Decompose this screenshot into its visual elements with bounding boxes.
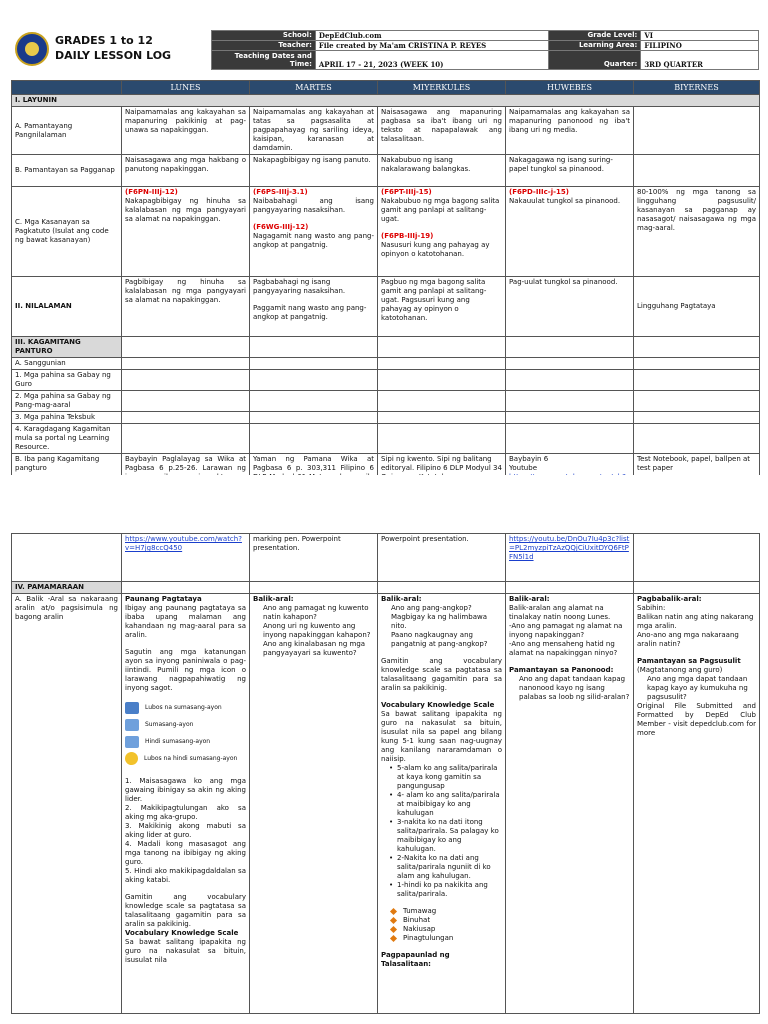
thumbs-up-double-icon	[125, 702, 139, 714]
cell-pagganap-martes: Nakapagbibigay ng isang panuto.	[250, 155, 378, 187]
row-label-pagganap: B. Pamantayan sa Pagganap	[12, 155, 122, 187]
teacher-value: File created by Ma'am CRISTINA P. REYES	[315, 41, 549, 51]
cell-iba-miyerkules: Sipi ng kwento. Sipi ng balitang editoryal. Filipino 6 DLP Modyul 34	[378, 454, 506, 498]
cell-pamantayang-lunes: Naipamamalas ang kakayahan sa mapanuring pakikinig at pag-unawa sa napakinggan.	[122, 107, 250, 155]
row-label-karagdagang: 4. Karagdagang Kagamitan mula sa portal ng Learning Resource.	[12, 424, 122, 454]
cell-pagganap-miyerkules: Nakabubuo ng isang nakalarawang balangkas.	[378, 155, 506, 187]
lesson-table-2	[11, 533, 760, 1014]
section-kagamitan: III. KAGAMITANG PANTURO	[12, 337, 122, 358]
cell-balik-martes: Balik-aral: Ano ang pamagat ng kuwento natin kahapon? Anong uri ng kuwento ang inyong napakinggan kahapon? Ano ang kinalabasan ng mga pangyayayari sa kuwento?	[250, 594, 378, 1014]
deped-seal-icon	[15, 32, 49, 66]
area-value: FILIPINO	[641, 41, 759, 51]
page-1	[0, 0, 768, 475]
section-layunin: I. LAYUNIN	[12, 95, 760, 107]
cell-balik-lunes: Paunang Pagtataya Ibigay ang paunang pagtataya sa ibaba upang malaman ang kahandaan ng mag-aaral para sa aralin. Sagutin ang mga katanungan ayon sa inyong paniniwala o pag-iintindi. Pumili ng mga icon o larawang nagpapahiwatig ng inyong sagot. Lubos na sumasang-ayon Sumasang-ayon Hindi sumasang-ayon Lubos na hindi sumasang-ayon 1. Maisasagawa ko ang mga gawaing ibinigay sa akin ng aking lider. 2. Makikipagtulungan ako sa aking mg aka-grupo. 3. Makikinig akong mabuti sa aking lider at guro. 4. Madali kong masasagot ang mga tanong na ibibigay ng aking guro. 5. Hindi ako makikipagdaldalan sa aking katabi. Gamitin ang vocabulary knowledge scale sa pagtatasa sa talasalitaang gagamitin para sa aralin sa pakikinig. Vocabulary Knowledge Scale Sa bawat salitang ipapakita ng guro na nakasulat sa bituin, isusulat nila	[122, 594, 250, 1014]
cell-pagganap-huwebes: Nakagagawa ng isang suring-papel tungkol sa pinanood.	[506, 155, 634, 187]
corner-cell	[12, 81, 122, 95]
day-biyernes: BIYERNES	[634, 81, 760, 95]
row-label-gabay-magaaral: 2. Mga pahina sa Gabay ng Pang-mag-aaral	[12, 391, 122, 412]
cont-martes: marking pen. Powerpoint presentation.	[250, 534, 378, 582]
title-line-2: DAILY LESSON LOG	[55, 49, 172, 62]
page-gap	[0, 475, 768, 530]
dates-label: Teaching Dates and Time:	[212, 51, 316, 70]
row-label-teksbuk: 3. Mga pahina Teksbuk	[12, 412, 122, 424]
teacher-label: Teacher:	[212, 41, 316, 51]
day-header-row	[12, 81, 760, 95]
cont-label-cell	[12, 534, 122, 582]
dates-value: APRIL 17 - 21, 2023 (WEEK 10)	[315, 51, 549, 70]
youtube-link-huwebes-2[interactable]: https://youtu.be/DnOu7Iu4p3c?list=PL2myzpiTzAzQQjCiUxitDYQ6FtPFN5l1d	[506, 534, 634, 582]
row-label-pamantayang: A. Pamantayang Pangnilalaman	[12, 107, 122, 155]
cell-pamantayang-huwebes: Naipamamalas ang kakayahan sa mapanuring panonood ng iba't ibang uri ng media.	[506, 107, 634, 155]
day-lunes: LUNES	[122, 81, 250, 95]
thumbs-down-icon	[125, 736, 139, 748]
emoji-disagree: Hindi sumasang-ayon	[125, 733, 246, 750]
emoji-strongly-disagree: Lubos na hindi sumasang-ayon	[125, 750, 246, 767]
day-miyerkules: MIYERKULES	[378, 81, 506, 95]
day-huwebes: HUWEBES	[506, 81, 634, 95]
row-label-kasanayan: C. Mga Kasanayan sa Pagkatuto (Isulat ang code ng bawat kasanayan)	[12, 187, 122, 277]
cont-miyerkules: Powerpoint presentation.	[378, 534, 506, 582]
emoji-agree: Sumasang-ayon	[125, 716, 246, 733]
vocab-word: Nakiusap	[381, 925, 502, 934]
grade-label: Grade Level:	[549, 31, 641, 41]
row-label-nilalaman: II. NILALAMAN	[12, 277, 122, 337]
vocab-word: Binuhat	[381, 916, 502, 925]
cell-balik-miyerkules: Balik-aral: Ano ang pang-angkop? Magbigay ka ng halimbawa nito. Paano nagkaugnay ang pangatnig at pang-angkop? Gamitin ang vocabulary knowledge scale sa pagtatasa sa talasalitaang gagamitin para sa aralin sa pakikinig. Vocabulary Knowledge Scale Sa bawat salitang ipapakita ng guro na nakasulat sa bituin, isusulat nila sa papel ang bilang kung 5-1 kung saan nag-uugnay ang kanilang nararamdaman o naiisip. • 5-alam ko ang salita/parirala at kaya kong gamitin sa pangungusap • 4- alam ko ang salita/parirala at maibibigay ko ang kahulugan • 3-nakita ko na dati itong salita/parirala. Sa palagay ko maibibigay ko ang kahulugan. • 2-Nakita ko na dati ang salita/parirala nguniit di ko alam ang kahulugan. • 1-hindi ko pa nakikita ang salita/parirala. Tumawag Binuhat Nakiusap Pinagtulungan Pagpapaunlad ng Talasalitaan:	[378, 594, 506, 1014]
cell-pamantayang-biyernes	[634, 107, 760, 155]
lesson-table-1	[11, 80, 760, 498]
row-label-sanggunian: A. Sanggunian	[12, 358, 122, 370]
cell-nilalaman-miyerkules: Pagbuo ng mga bagong salita gamit ang panlapi at salitang-ugat. Pagsusuri kung ang pahayag ay opinyon o katotohanan.	[378, 277, 506, 337]
school-label: School:	[212, 31, 316, 41]
cell-kasanayan-huwebes: (F6PD-IIIc-j-15) Nakauulat tungkol sa pinanood.	[506, 187, 634, 277]
row-label-balik-aral: A. Balik -Aral sa nakaraang aralin at/o pagsisimula ng bagong aralin	[12, 594, 122, 1014]
quarter-label: Quarter:	[549, 51, 641, 70]
cell-iba-huwebes: Baybayin 6 Youtube	[506, 454, 634, 498]
row-label-gabay-guro: 1. Mga pahina sa Gabay ng Guro	[12, 370, 122, 391]
cell-balik-huwebes: Balik-aral: Balik-aralan ang alamat na tinalakay natin noong Lunes. -Ano ang pamagat ng alamat na inyong napakinggan? -Ano ang mensaheng hatid ng alamat na napakinggan ninyo? Pamantayan sa Panonood: Ano ang dapat tandaan kapag nanonood kayo ng isang palabas sa loob ng silid-aralan?	[506, 594, 634, 1014]
page-2	[0, 530, 768, 1024]
youtube-link-lunes[interactable]: https://www.youtube.com/watch?v=H7jg8ccQ450	[122, 534, 250, 582]
sad-face-icon	[125, 752, 138, 765]
thumbs-up-icon	[125, 719, 139, 731]
area-label: Learning Area:	[549, 41, 641, 51]
grade-value: VI	[641, 31, 759, 41]
quarter-value: 3RD QUARTER	[641, 51, 759, 70]
header	[11, 30, 759, 70]
emoji-strongly-agree: Lubos na sumasang-ayon	[125, 699, 246, 716]
vocab-word: Pinagtulungan	[381, 934, 502, 943]
cell-iba-biyernes: Test Notebook, papel, ballpen at test paper	[634, 454, 760, 498]
cell-nilalaman-huwebes: Pag-uulat tungkol sa pinanood.	[506, 277, 634, 337]
cell-nilalaman-martes: Pagbabahagi ng isang pangyayaring nasaksihan. Paggamit nang wasto ang pang-angkop at pangatnig.	[250, 277, 378, 337]
school-value: DepEdClub.com	[315, 31, 549, 41]
cell-kasanayan-miyerkules: (F6PT-IIIj-15) Nakabubuo ng mga bagong salita gamit ang panlapi at salitang-ugat. (F6PB-IIIj-19) Nasusuri kung ang pahayag ay opinyon o katotohanan.	[378, 187, 506, 277]
page-title	[55, 33, 171, 63]
cell-pagganap-lunes: Naisasagawa ang mga hakbang o panutong napakinggan.	[122, 155, 250, 187]
cell-pamantayang-martes: Naipamamalas ang kakayahan at tatas sa pagsasalita at pagpapahayag ng sariling ideya, kaisipan, karanasan at damdamin.	[250, 107, 378, 155]
day-martes: MARTES	[250, 81, 378, 95]
cell-kasanayan-martes: (F6PS-IIIj-3.1) Naibabahagi ang isang pangyayaring nasaksihan. (F6WG-IIIj-12) Nagagamit nang wasto ang pang-angkop at pangatnig.	[250, 187, 378, 277]
row-label-iba: B. Iba pang Kagamitang pangturo	[12, 454, 122, 498]
section-pamamaraan: IV. PAMAMARAAN	[12, 582, 122, 594]
cont-biyernes	[634, 534, 760, 582]
cell-iba-lunes: Baybayin Paglalayag sa Wika at Pagbasa 6 p.25-26. Larawan ng	[122, 454, 250, 498]
cell-nilalaman-biyernes: Lingguhang Pagtataya	[634, 277, 760, 337]
cell-pagganap-biyernes	[634, 155, 760, 187]
cell-kasanayan-lunes: (F6PN-IIIj-12) Nakapagbibigay ng hinuha sa kalalabasan ng mga pangyayari sa alamat na napakinggan.	[122, 187, 250, 277]
cell-nilalaman-lunes: Pagbibigay ng hinuha sa kalalabasan ng mga pangyayari sa alamat na napakinggan.	[122, 277, 250, 337]
cell-balik-biyernes: Pagbabalik-aral: Sabihin: Balikan natin ang ating nakarang mga aralin. Ano-ano ang mga nakaraang aralin natin? Pamantayan sa Pagsusulit (Magtatanong ang guro) Ano ang mga dapat tandaan kapag kayo ay kumukuha ng pagsusulit? Original File Submitted and Formatted by DepEd Club Member - visit depedclub.com for more	[634, 594, 760, 1014]
header-info-table	[211, 30, 759, 70]
cell-iba-martes: Yaman ng Pamana Wika at Pagbasa 6 p. 303,311 Filipino 6	[250, 454, 378, 498]
cell-kasanayan-biyernes: 80-100% ng mga tanong sa lingguhang pagsusulit/ kasanayan sa pagganap ay nasasagot/ naisasagawa ng mga mag-aaral.	[634, 187, 760, 277]
cell-pamantayang-miyerkules: Naisasagawa ang mapanuring pagbasa sa iba't ibang uri ng teksto at napapalawak ang talasalitaan.	[378, 107, 506, 155]
title-line-1: GRADES 1 to 12	[55, 34, 153, 47]
vocab-word: Tumawag	[381, 907, 502, 916]
